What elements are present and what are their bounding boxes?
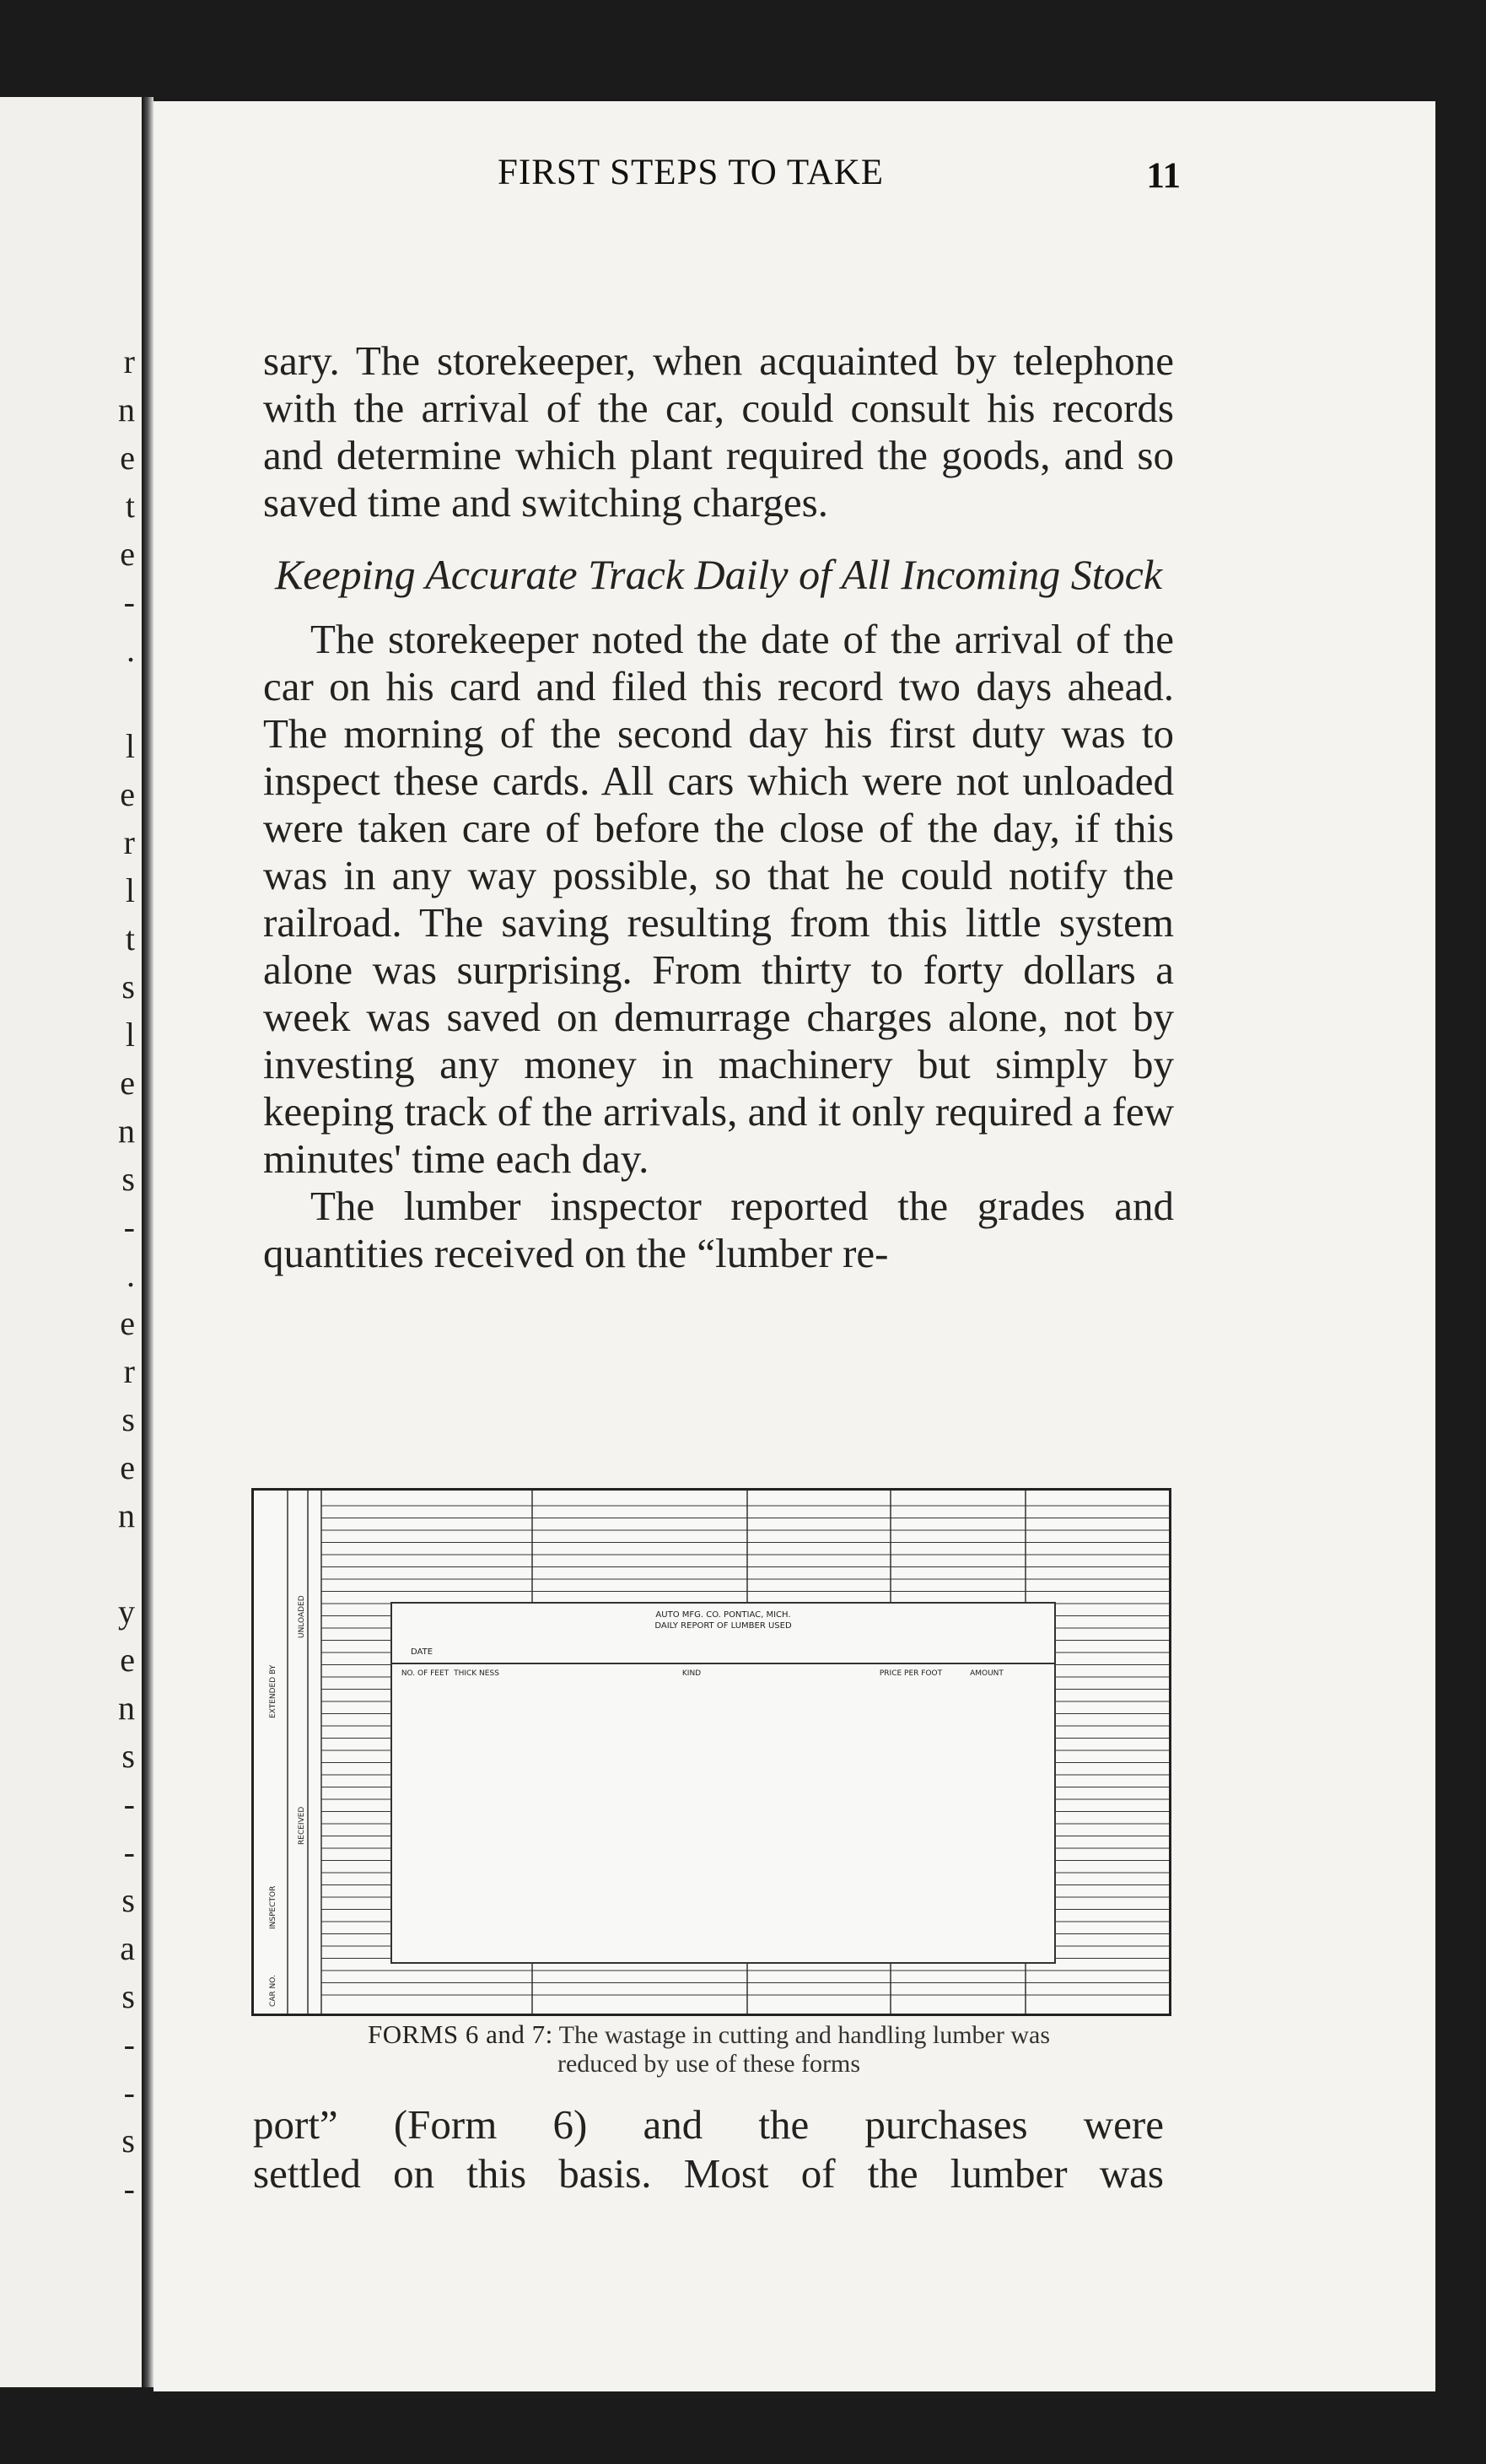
left-page-letter: r [123,1352,135,1390]
side-label-car-no: CAR NO. [269,1975,277,2007]
side-label-unloaded: UNLOADED [298,1595,306,1638]
left-page-letter: e [120,775,135,813]
left-page-letter: e [120,1064,135,1102]
daily-report-form [390,1602,1056,1964]
left-page-letter: t [125,487,135,525]
left-page-letter: s [121,1400,135,1438]
left-page-letter: s [121,1737,135,1775]
left-page-letter: - [123,1833,135,1871]
caption-lead: FORMS 6 and 7: [367,2019,553,2049]
col-header-price: PRICE PER FOOT [879,1669,943,1678]
left-page-letter: l [125,727,135,765]
left-page-letter: - [123,1785,135,1823]
left-page-letter: . [127,631,135,669]
page-number: 11 [1146,156,1181,196]
paragraph-3: The lumber inspector reported the grades and quantities received on the “lumber re- [263,1183,1174,1276]
book-gutter [142,97,153,2387]
left-page-letter: e [120,535,135,573]
left-page-letter: l [125,871,135,909]
paragraph-1: sary. The storekeeper, when acquainted by telephone with the arrival of the car, could consult his records and determine which plant required the goods, and so saved time and switching charges. [263,337,1174,526]
left-page-letter: s [121,2122,135,2159]
left-page-letter: r [123,823,135,861]
side-label-extended-by: EXTENDED BY [269,1664,277,1718]
left-page-letter: s [121,968,135,1006]
left-page-letter: - [123,1208,135,1246]
left-page-letter: y [118,1593,135,1631]
col-header-thickness: THICK NESS [454,1669,499,1678]
left-page-letter: l [125,1016,135,1054]
left-page-letter: - [123,2073,135,2111]
left-page-letter: - [123,583,135,621]
form-header [392,1604,1054,1664]
figure-caption [251,2020,1166,2078]
left-page-letter: n [118,1112,135,1150]
left-page-letter: s [121,1160,135,1198]
left-page-letters [101,337,135,2213]
bottom-line-2: settled on this basis. Most of the lumber was [253,2150,1164,2197]
left-page-letter: n [118,1496,135,1534]
left-page-letter: t [125,919,135,957]
left-page-letter: r [123,342,135,380]
left-page-letter: - [123,2025,135,2063]
date-label: DATE [411,1647,433,1657]
left-page-letter: . [127,1256,135,1294]
bottom-text [253,2100,1164,2198]
left-page-letter: n [118,1689,135,1727]
col-header-amount: AMOUNT [970,1669,1004,1678]
left-page-letter: a [120,1929,135,1967]
left-page-letter: n [118,391,135,429]
side-label-received: RECEIVED [298,1806,306,1845]
left-page-edge [0,97,142,2387]
col-header-feet: NO. OF FEET [401,1669,450,1678]
running-head [354,152,1181,202]
caption-text: The wastage in cutting and handling lumber was [558,2021,1051,2049]
left-page-letter: e [120,1448,135,1486]
left-page-letter: e [120,1304,135,1342]
left-page-letter [127,1539,135,1588]
left-page-letter: e [120,439,135,477]
left-page-letter: s [121,1881,135,1919]
form-title: AUTO MFG. CO. PONTIAC, MICH. [655,1610,791,1620]
paragraph-2: The storekeeper noted the date of the arrival of the car on his card and filed this record two days ahead. The morning of the second day his first duty was to inspect these cards. All cars which were not unloaded were taken care of before the close of the day, if this was in any way possible, so that he could notify the railroad. The saving resulting from this little system alone was surprising. From thirty to forty dollars a week was saved on demurrage charges alone, not by investing any money in machinery but simply by keeping track of the arrivals, and it only required a few minutes' time each day. [263,616,1174,1182]
running-title: FIRST STEPS TO TAKE [498,153,885,192]
left-page-letter: e [120,1641,135,1679]
lumber-forms-figure [251,1488,1171,2016]
left-page-letter [127,674,135,722]
left-page-letter: s [121,1977,135,2015]
form-subtitle: DAILY REPORT OF LUMBER USED [654,1621,792,1631]
side-label-inspector: INSPECTOR [269,1885,277,1929]
bottom-line-1: port” (Form 6) and the purchases were [253,2101,1164,2148]
caption-text-2: reduced by use of these forms [557,2050,861,2078]
body-text [263,337,1174,1277]
col-header-kind: KIND [681,1669,702,1678]
left-page-letter: - [123,2170,135,2208]
section-heading: Keeping Accurate Track Daily of All Incoming Stock [274,551,1163,598]
